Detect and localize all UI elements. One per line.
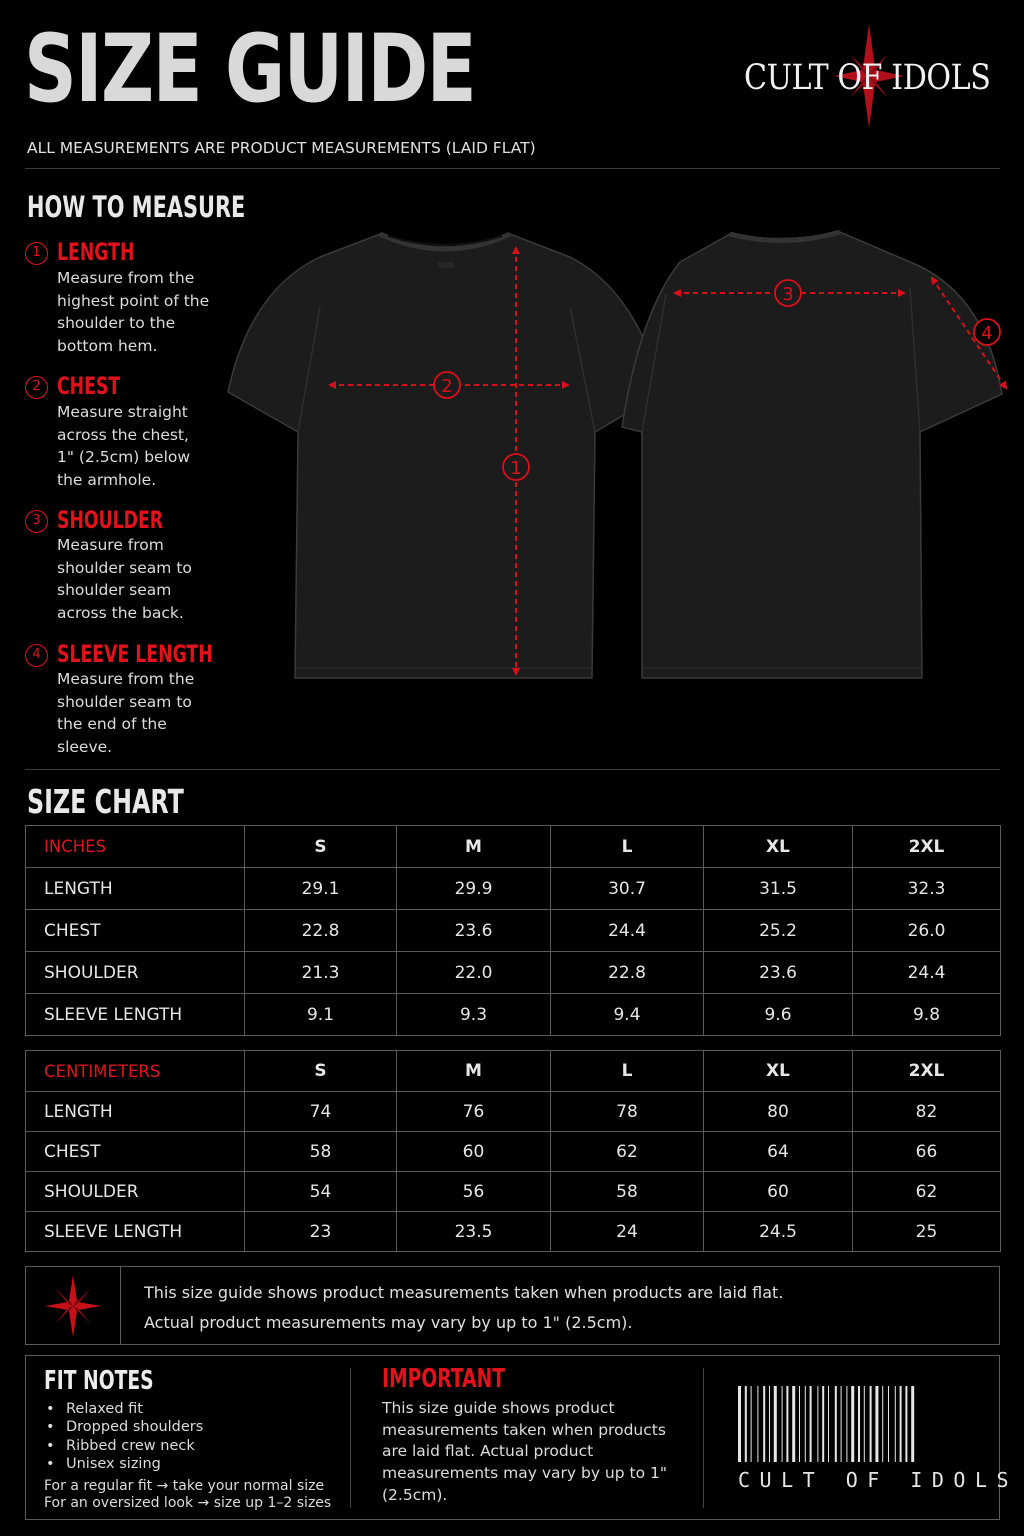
row-label: SHOULDER <box>26 952 245 994</box>
table-cell: 31.5 <box>704 868 853 910</box>
size-table-inches <box>25 825 1001 1036</box>
step-label: LENGTH <box>57 238 135 266</box>
measurement-notice <box>25 1266 1000 1345</box>
table-cell: 9.3 <box>397 994 551 1036</box>
header-divider <box>25 168 1000 169</box>
list-item: • Relaxed fit <box>44 1400 203 1418</box>
list-item: • Dropped shoulders <box>44 1418 203 1436</box>
svg-text:3: 3 <box>782 284 794 305</box>
important-heading: IMPORTANT <box>382 1364 506 1394</box>
panel-divider <box>350 1368 351 1508</box>
table-cell: 56 <box>397 1172 551 1212</box>
svg-text:4: 4 <box>981 323 993 344</box>
marker-length <box>503 454 529 480</box>
size-header: M <box>397 1051 551 1092</box>
compass-star-icon <box>43 1275 103 1337</box>
step-label: SLEEVE LENGTH <box>57 640 213 668</box>
fit-tip-oversized: For an oversized look → size up 1–2 sizes <box>44 1495 332 1511</box>
table-cell: 58 <box>245 1132 397 1172</box>
size-header: L <box>551 826 704 868</box>
table-cell: 22.8 <box>551 952 704 994</box>
table-cell: 24.4 <box>853 952 1001 994</box>
size-header: S <box>245 1051 397 1092</box>
table-cell: 60 <box>397 1132 551 1172</box>
step-label: CHEST <box>57 372 121 400</box>
table-cell: 78 <box>551 1092 704 1132</box>
row-label: SLEEVE LENGTH <box>26 994 245 1036</box>
table-row <box>26 952 1001 994</box>
table-cell: 9.8 <box>853 994 1001 1036</box>
table-header-row <box>26 826 1001 868</box>
fit-notes-panel <box>25 1355 1019 1520</box>
size-header: M <box>397 826 551 868</box>
table-cell: 76 <box>397 1092 551 1132</box>
table-row <box>26 994 1001 1036</box>
panel-divider <box>703 1368 704 1508</box>
svg-text:1: 1 <box>510 458 522 479</box>
fit-notes-list <box>44 1400 203 1473</box>
size-chart-heading: SIZE CHART <box>27 782 184 821</box>
row-label: LENGTH <box>26 868 245 910</box>
table-cell: 23.6 <box>704 952 853 994</box>
table-cell: 24 <box>551 1212 704 1252</box>
table-cell: 62 <box>853 1172 1001 1212</box>
table-cell: 24.4 <box>551 910 704 952</box>
tshirt-back <box>622 232 1002 678</box>
table-cell: 22.8 <box>245 910 397 952</box>
size-header: S <box>245 826 397 868</box>
step-number: 4 <box>25 644 48 667</box>
marker-chest <box>434 372 460 398</box>
list-item: • Ribbed crew neck <box>44 1437 203 1455</box>
step-description: Measure from the shoulder seam to the end of the sleeve. <box>57 670 195 756</box>
table-row <box>26 910 1001 952</box>
tshirt-front <box>228 234 663 678</box>
tshirt-measurement-diagram <box>220 222 1010 692</box>
size-table-centimeters <box>25 1050 1001 1252</box>
notice-line-1: This size guide shows product measurements taken when products are laid flat. <box>144 1283 784 1302</box>
section-divider <box>25 769 1000 770</box>
table-cell: 66 <box>853 1132 1001 1172</box>
svg-text:2: 2 <box>441 376 453 397</box>
table-cell: 29.1 <box>245 868 397 910</box>
notice-line-2: Actual product measurements may vary by up to 1" (2.5cm). <box>144 1313 633 1332</box>
table-cell: 29.9 <box>397 868 551 910</box>
table-cell: 9.6 <box>704 994 853 1036</box>
table-cell: 54 <box>245 1172 397 1212</box>
table-cell: 74 <box>245 1092 397 1132</box>
table-cell: 9.4 <box>551 994 704 1036</box>
table-cell: 23.6 <box>397 910 551 952</box>
table-row <box>26 1132 1001 1172</box>
table-cell: 24.5 <box>704 1212 853 1252</box>
table-cell: 58 <box>551 1172 704 1212</box>
table-row <box>26 1092 1001 1132</box>
table-cell: 23 <box>245 1212 397 1252</box>
size-header: XL <box>704 1051 853 1092</box>
table-cell: 82 <box>853 1092 1001 1132</box>
fit-tip-regular: For a regular fit → take your normal size <box>44 1478 325 1494</box>
step-label: SHOULDER <box>57 506 164 534</box>
subtitle: ALL MEASUREMENTS ARE PRODUCT MEASUREMENTS (LAID FLAT) <box>27 139 536 157</box>
table-cell: 60 <box>704 1172 853 1212</box>
table-cell: 80 <box>704 1092 853 1132</box>
table-cell: 9.1 <box>245 994 397 1036</box>
step-description: Measure straight across the chest, 1" (2.5cm) below the armhole. <box>57 403 191 489</box>
row-label: SLEEVE LENGTH <box>26 1212 245 1252</box>
table-cell: 25 <box>853 1212 1001 1252</box>
marker-sleeve-length <box>974 319 1000 345</box>
list-item: • Unisex sizing <box>44 1455 203 1473</box>
table-cell: 32.3 <box>853 868 1001 910</box>
table-row <box>26 868 1001 910</box>
step-number: 1 <box>25 242 48 265</box>
table-cell: 23.5 <box>397 1212 551 1252</box>
table-cell: 62 <box>551 1132 704 1172</box>
size-header: L <box>551 1051 704 1092</box>
row-label: LENGTH <box>26 1092 245 1132</box>
table-cell: 64 <box>704 1132 853 1172</box>
unit-label: INCHES <box>26 826 245 868</box>
row-label: CHEST <box>26 910 245 952</box>
table-header-row <box>26 1051 1001 1092</box>
step-description: Measure from shoulder seam to shoulder seam across the back. <box>57 536 192 622</box>
table-cell: 26.0 <box>853 910 1001 952</box>
brand-logo <box>744 48 996 128</box>
size-header: 2XL <box>853 826 1001 868</box>
row-label: CHEST <box>26 1132 245 1172</box>
table-cell: 21.3 <box>245 952 397 994</box>
size-header: XL <box>704 826 853 868</box>
step-number: 3 <box>25 510 48 533</box>
row-label: SHOULDER <box>26 1172 245 1212</box>
how-to-measure-heading: HOW TO MEASURE <box>27 190 246 224</box>
marker-shoulder <box>775 280 801 306</box>
fit-notes-heading: FIT NOTES <box>44 1366 154 1396</box>
table-row <box>26 1172 1001 1212</box>
brand-name: CULT OF IDOLS <box>744 58 991 98</box>
unit-label: CENTIMETERS <box>26 1051 245 1092</box>
table-row <box>26 1212 1001 1252</box>
table-cell: 30.7 <box>551 868 704 910</box>
table-cell: 25.2 <box>704 910 853 952</box>
barcode-label: CULT OF IDOLS <box>738 1468 1019 1492</box>
important-text: This size guide shows product measurements taken when products are laid flat. Actual product measurements may vary by up to 1" (2.5cm). <box>382 1399 667 1504</box>
table-cell: 22.0 <box>397 952 551 994</box>
size-header: 2XL <box>853 1051 1001 1092</box>
step-description: Measure from the highest point of the shoulder to the bottom hem. <box>57 269 210 355</box>
barcode-icon <box>738 1386 966 1462</box>
page-title: SIZE GUIDE <box>24 15 476 124</box>
step-number: 2 <box>25 376 48 399</box>
notice-divider <box>120 1267 121 1344</box>
